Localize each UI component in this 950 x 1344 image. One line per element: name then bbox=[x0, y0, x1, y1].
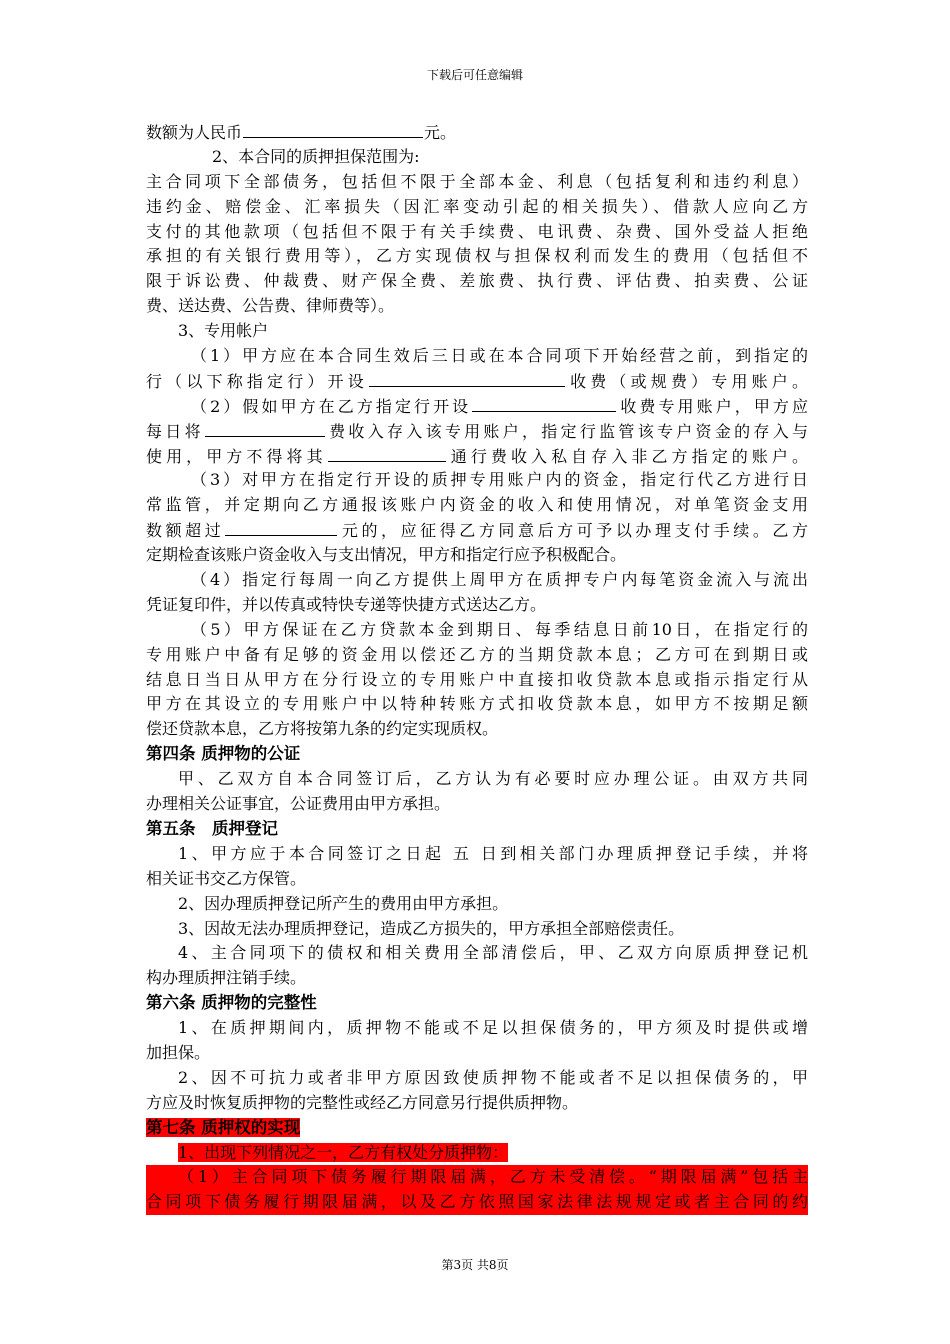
page-footer: 第3页 共8页 bbox=[441, 1258, 509, 1272]
text-line: 1、甲方应于本合同签订之日起 五 日到相关部门办理质押登记手续，并将 bbox=[178, 843, 808, 863]
text-line: 甲方在其设立的专用账户中以特种转账方式扣收贷款本息，如甲方不按期足额 bbox=[146, 694, 808, 714]
section-heading: 第六条 质押物的完整性 bbox=[146, 993, 317, 1013]
text-line: 凭证复印件，并以传真或特快专递等快捷方式送达乙方。 bbox=[146, 594, 547, 614]
text-line: 3、因故无法办理质押登记，造成乙方损失的，甲方承担全部赔偿责任。 bbox=[178, 918, 685, 938]
section-heading: 第四条 质押物的公证 bbox=[146, 744, 301, 764]
text-line: 违约金、赔偿金、汇率损失（因汇率变动引起的相关损失）、借款人应向乙方 bbox=[146, 196, 808, 216]
text-line: 每日将 费收入存入该专用账户，指定行监管该专户资金的存入与 bbox=[146, 419, 808, 444]
fill-blank bbox=[472, 394, 616, 412]
text-line: 甲、乙双方自本合同签订后，乙方认为有必要时应办理公证。由双方共同 bbox=[178, 769, 808, 789]
text-line: 数额为人民币 元。 bbox=[146, 120, 808, 145]
fill-blank bbox=[205, 419, 325, 437]
text-line: 方应及时恢复质押物的完整性或经乙方同意另行提供质押物。 bbox=[146, 1092, 579, 1112]
text-line: （3）对甲方在指定行开设的质押专用账户内的资金，指定行代乙方进行日 bbox=[191, 470, 808, 490]
text-line-highlighted: 1、出现下列情况之一，乙方有权处分质押物： bbox=[178, 1142, 509, 1162]
text-line: 加担保。 bbox=[146, 1042, 211, 1062]
text-line: 1、在质押期间内，质押物不能或不足以担保债务的，甲方须及时提供或增 bbox=[178, 1018, 808, 1038]
text-line: 限于诉讼费、仲裁费、财产保全费、差旅费、执行费、评估费、拍卖费、公证 bbox=[146, 271, 808, 291]
text-line: 支付的其他款项（包括但不限于有关手续费、电讯费、杂费、国外受益人拒绝 bbox=[146, 221, 808, 241]
text-line: 办理相关公证事宜，公证费用由甲方承担。 bbox=[146, 794, 451, 814]
fill-blank bbox=[328, 444, 446, 462]
text-line: 偿还贷款本息，乙方将按第九条的约定实现质权。 bbox=[146, 719, 499, 739]
text-line-highlighted: （1）主合同项下债务履行期限届满，乙方未受清偿。“期限届满”包括主 bbox=[146, 1165, 808, 1190]
text-line: 3、专用帐户 bbox=[178, 321, 269, 341]
text-line: 定期检查该账户资金收入与支出情况，甲方和指定行应予积极配合。 bbox=[146, 545, 627, 565]
text-line: 结息日当日从甲方在分行设立的专用账户中直接扣收贷款本息或指示指定行从 bbox=[146, 669, 808, 689]
fill-blank bbox=[369, 369, 565, 387]
text-line: （2）假如甲方在乙方指定行开设 收费专用账户，甲方应 bbox=[146, 394, 808, 419]
text-line: 常监管，并定期向乙方通报该账户内资金的收入和使用情况，对单笔资金支用 bbox=[146, 495, 808, 515]
text-line: 使用，甲方不得将其 通行费收入私自存入非乙方指定的账户。 bbox=[146, 444, 808, 469]
text-line: 专用账户中备有足够的资金用以偿还乙方的当期贷款本息；乙方可在到期日或 bbox=[146, 644, 808, 664]
text-line: 4、主合同项下的债权和相关费用全部清偿后，甲、乙双方向原质押登记机 bbox=[178, 943, 808, 963]
text-line: 承担的有关银行费用等），乙方实现债权与担保权利而发生的费用（包括但不 bbox=[146, 246, 808, 266]
fill-blank bbox=[225, 518, 337, 536]
text-line: 主合同项下全部债务，包括但不限于全部本金、利息（包括复利和违约利息） bbox=[146, 171, 808, 191]
text-line: 2、因不可抗力或者非甲方原因致使质押物不能或者不足以担保债务的，甲 bbox=[178, 1067, 808, 1087]
section-heading: 第五条 质押登记 bbox=[146, 818, 278, 838]
text-line: 数额超过 元的，应征得乙方同意后方可予以办理支付手续。乙方 bbox=[146, 518, 808, 543]
text-line: （5）甲方保证在乙方贷款本金到期日、每季结息日前10日，在指定行的 bbox=[191, 619, 808, 639]
text-line-highlighted: 合同项下债务履行期限届满，以及乙方依照国家法律法规规定或者主合同的约 bbox=[146, 1190, 808, 1215]
fill-blank bbox=[243, 120, 423, 138]
document-body bbox=[146, 120, 808, 1215]
text-line: 行（以下称指定行）开设 收费（或规费）专用账户。 bbox=[146, 369, 808, 394]
text-line: 构办理质押注销手续。 bbox=[146, 968, 307, 988]
text-line: 费、送达费、公告费、律师费等）。 bbox=[146, 296, 395, 316]
text-line: 2、因办理质押登记所产生的费用由甲方承担。 bbox=[178, 893, 509, 913]
text-line: （1）甲方应在本合同生效后三日或在本合同项下开始经营之前，到指定的 bbox=[191, 346, 808, 366]
text-line: 2、本合同的质押担保范围为: bbox=[212, 146, 420, 166]
text-line: 相关证书交乙方保管。 bbox=[146, 868, 307, 888]
section-heading-highlighted: 第七条 质押权的实现 bbox=[146, 1117, 301, 1137]
page-header: 下载后可任意编辑 bbox=[426, 68, 523, 82]
text-line: （4）指定行每周一向乙方提供上周甲方在质押专户内每笔资金流入与流出 bbox=[191, 570, 808, 590]
